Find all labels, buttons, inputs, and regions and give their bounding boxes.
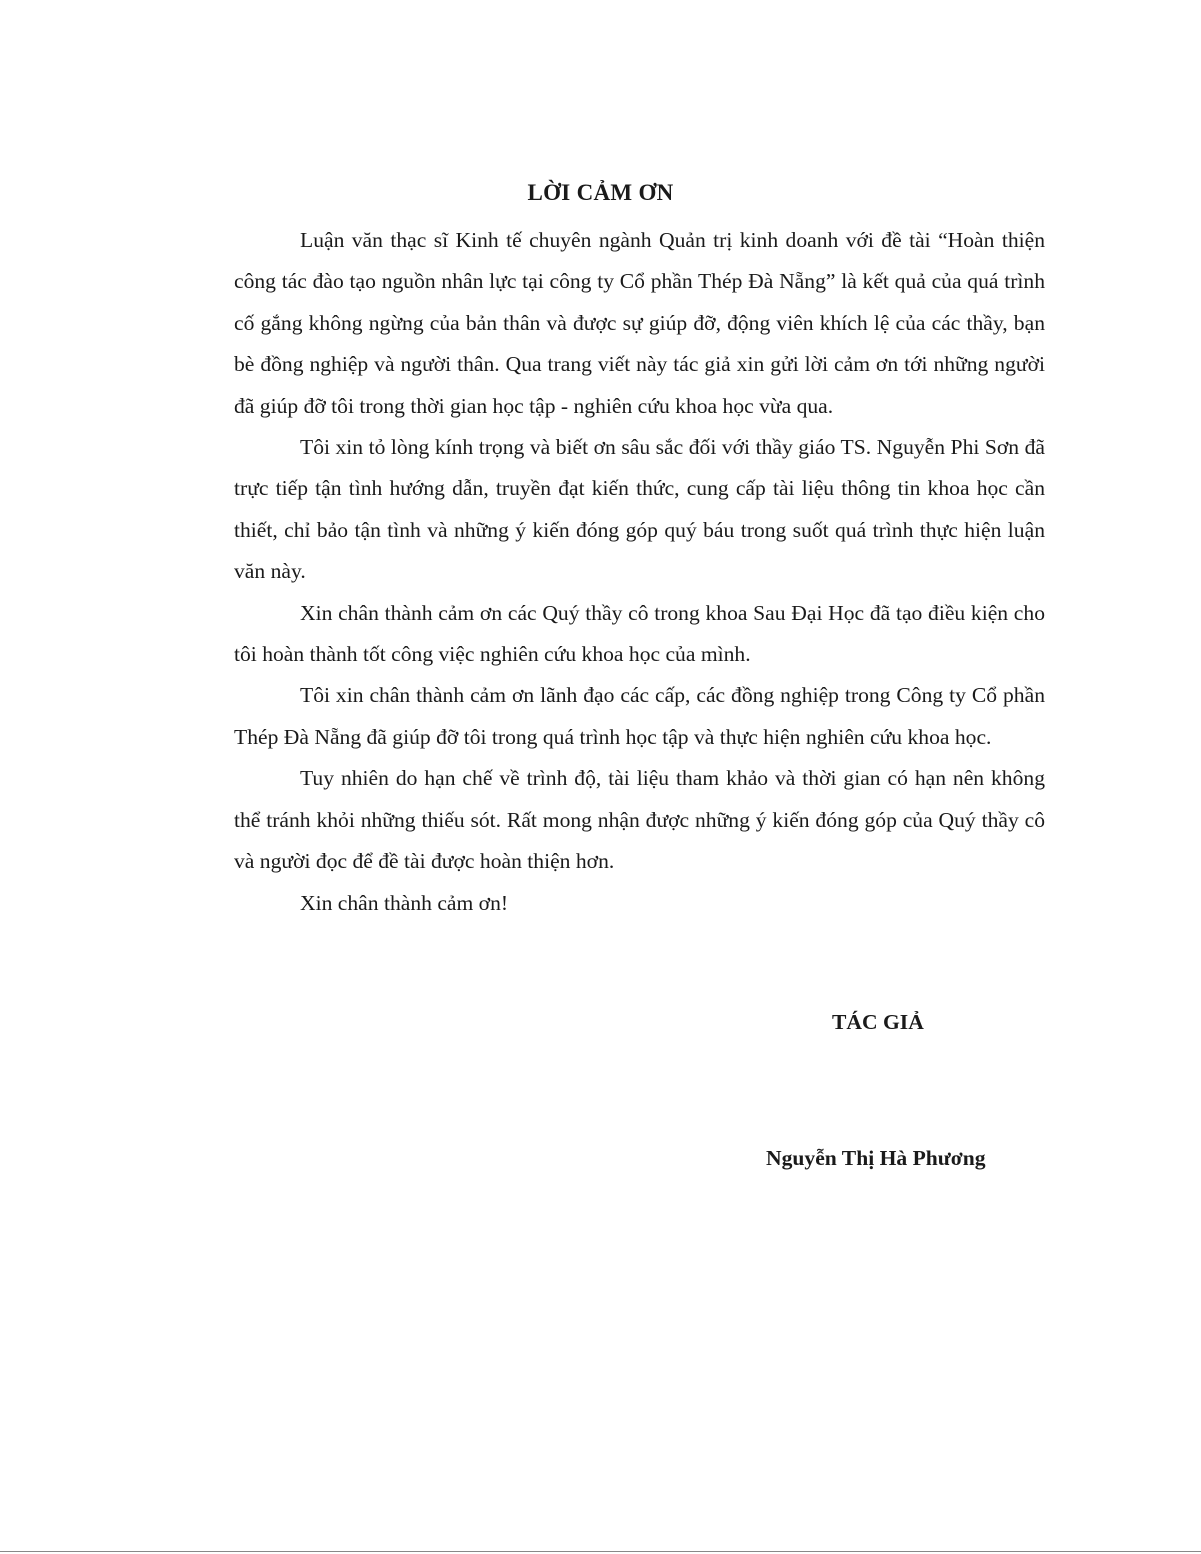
paragraph-4: Tôi xin chân thành cảm ơn lãnh đạo các cấp, các đồng nghiệp trong Công ty Cổ phần Thép Đà Nẵng đã giúp đỡ tôi trong quá trình học tập và thực hiện nghiên cứu khoa học. [234,683,1045,749]
author-name: Nguyễn Thị Hà Phương [766,1146,986,1170]
page-title: LỜI CẢM ƠN [527,180,674,205]
closing-line: Xin chân thành cảm ơn! [300,890,509,915]
paragraph-2: Tôi xin tỏ lòng kính trọng và biết ơn sâu sắc đối với thầy giáo TS. Nguyễn Phi Sơn đã trực tiếp tận tình hướng dẫn, truyền đạt kiến thức, cung cấp tài liệu thông tin khoa học cần thiết, chỉ bảo tận tình và những ý kiến đóng góp quý báu trong suốt quá trình thực hiện luận văn này. [234,435,1045,584]
author-label: TÁC GIẢ [832,1010,924,1034]
paragraph-3: Xin chân thành cảm ơn các Quý thầy cô trong khoa Sau Đại Học đã tạo điều kiện cho tôi hoàn thành tốt công việc nghiên cứu khoa học của mình. [234,600,1045,667]
paragraph-5: Tuy nhiên do hạn chế về trình độ, tài liệu tham khảo và thời gian có hạn nên không thể tránh khỏi những thiếu sót. Rất mong nhận được những ý kiến đóng góp của Quý thầy cô và người đọc để đề tài được hoàn thiện hơn. [234,766,1045,874]
page-bottom-divider [0,1551,1201,1552]
acknowledgement-body [234,220,1045,924]
paragraph-1: Luận văn thạc sĩ Kinh tế chuyên ngành Quản trị kinh doanh với đề tài “Hoàn thiện công tác đào tạo nguồn nhân lực tại công ty Cổ phần Thép Đà Nẵng” là kết quả của quá trình cố gắng không ngừng của bản thân và được sự giúp đỡ, động viên khích lệ của các thầy, bạn bè đồng nghiệp và người thân. Qua trang viết này tác giả xin gửi lời cảm ơn tới những người đã giúp đỡ tôi trong thời gian học tập - nghiên cứu khoa học vừa qua. [234,228,1045,418]
